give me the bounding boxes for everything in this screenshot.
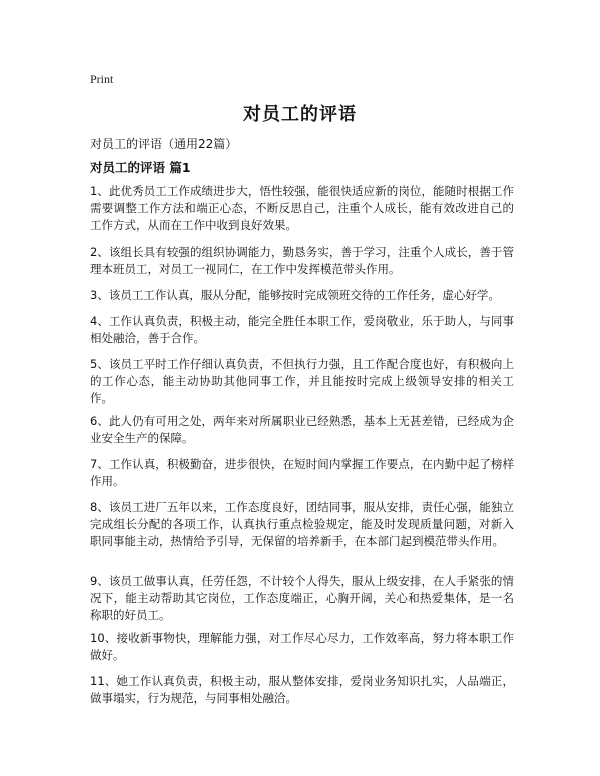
section-heading: 对员工的评语 篇1 (90, 160, 191, 175)
page-title: 对员工的评语 (243, 104, 357, 125)
paragraph-4: 4、工作认真负责，积极主动，能完全胜任本职工作，爱岗敬业，乐于助人，与同事相处融洽，善于合作。 (90, 314, 514, 345)
paragraph-11: 11、她工作认真负责，积极主动，服从整体安排，爱岗业务知识扎实，人品端正，做事塌实，行为规范，与同事相处融洽。 (90, 674, 514, 705)
paragraph-8: 8、该员工进厂五年以来，工作态度良好，团结同事，服从安排，责任心强，能独立完成组长分配的各项工作，认真执行重点检验规定，能及时发现质量问题，对新入职同事能主动，热情给予引导，无保留的培养新手，在本部门起到模范带头作用。 (90, 500, 514, 548)
paragraph-10: 10、接收新事物快，理解能力强，对工作尽心尽力，工作效率高，努力将本职工作做好。 (90, 631, 514, 662)
paragraph-3: 3、该员工工作认真，服从分配，能够按时完成领班交待的工作任务，虚心好学。 (90, 288, 500, 302)
paragraph-7: 7、工作认真，积极勤奋，进步很快，在短时间内掌握工作要点，在内勤中起了榜样作用。 (90, 457, 514, 488)
paragraph-2: 2、该组长具有较强的组织协调能力，勤恳务实，善于学习，注重个人成长，善于管理本班员工，对员工一视同仁，在工作中发挥模范带头作用。 (90, 245, 514, 276)
print-label: Print (90, 72, 114, 86)
paragraph-1: 1、此优秀员工工作成绩进步大，悟性较强，能很快适应新的岗位，能随时根据工作需要调整工作方法和端正心态，不断反思自己，注重个人成长，能有效改进自己的工作方式，从而在工作中收到良好效果。 (90, 184, 514, 232)
paragraph-9: 9、该员工做事认真，任劳任怨，不计较个人得失，服从上级安排，在人手紧张的情况下，能主动帮助其它岗位，工作态度端正，心胸开阔，关心和热爱集体，是一名称职的好员工。 (90, 574, 514, 622)
document-subtitle: 对员工的评语（通用22篇） (90, 137, 238, 151)
paragraph-5: 5、该员工平时工作仔细认真负责，不但执行力强，且工作配合度也好，有积极向上的工作心态，能主动协助其他同事工作，并且能按时完成上级领导安排的相关工作。 (90, 357, 514, 405)
paragraph-6: 6、此人仍有可用之处，两年来对所属职业已经熟悉，基本上无甚差错，已经成为企业安全生产的保障。 (90, 414, 514, 445)
